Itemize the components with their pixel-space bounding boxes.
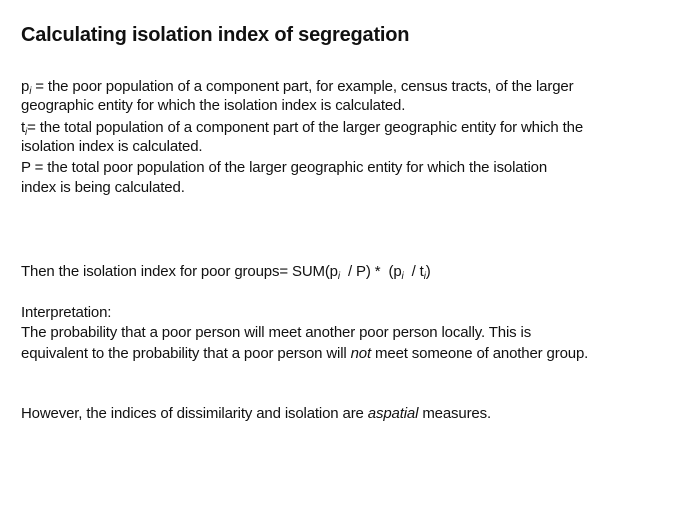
definition-P-line-1: P = the total poor population of the larger geographic entity for which the isolation <box>21 159 548 176</box>
definition-t-line-2: isolation index is calculated. <box>21 138 203 155</box>
interpretation-line-1: The probability that a poor person will meet another poor person locally. This is <box>21 324 532 341</box>
p-variable: p <box>21 78 30 95</box>
formula-middle-2: / t <box>403 263 424 280</box>
interpretation-line-2-start: equivalent to the probability that a poor person will <box>21 345 351 362</box>
definition-P-line-2: index is being calculated. <box>21 179 185 196</box>
definition-t-line-1 <box>21 118 583 138</box>
closing-statement <box>21 404 491 424</box>
closing-end: measures. <box>418 405 491 422</box>
formula-line <box>21 262 431 282</box>
p-definition-text: = the poor population of a component part, for example, census tracts, of the larger <box>31 78 574 95</box>
formula-subscript-1: i <box>337 271 340 282</box>
interpretation-line-2-end: meet someone of another group. <box>371 345 589 362</box>
definition-p-line-2: geographic entity for which the isolation index is calculated. <box>21 97 406 114</box>
formula-prefix: Then the isolation index for poor groups= SUM(p <box>21 263 338 280</box>
interpretation-emphasis: not <box>350 345 372 362</box>
closing-start: However, the indices of dissimilarity and isolation are <box>21 405 368 422</box>
interpretation-heading: Interpretation: <box>21 304 112 321</box>
formula-subscript-3: i <box>423 271 426 282</box>
t-subscript: i <box>25 127 28 138</box>
t-definition-text: = the total population of a component part of the larger geographic entity for which the <box>27 119 584 136</box>
slide-title: Calculating isolation index of segregation <box>21 24 410 46</box>
formula-suffix: ) <box>425 263 431 280</box>
interpretation-line-2 <box>21 344 588 364</box>
formula-middle-1: / P) * (p <box>339 263 402 280</box>
definition-p-line-1 <box>21 77 573 97</box>
closing-emphasis: aspatial <box>367 405 419 422</box>
p-subscript: i <box>29 86 32 97</box>
formula-subscript-2: i <box>401 271 404 282</box>
t-variable: t <box>21 119 26 136</box>
